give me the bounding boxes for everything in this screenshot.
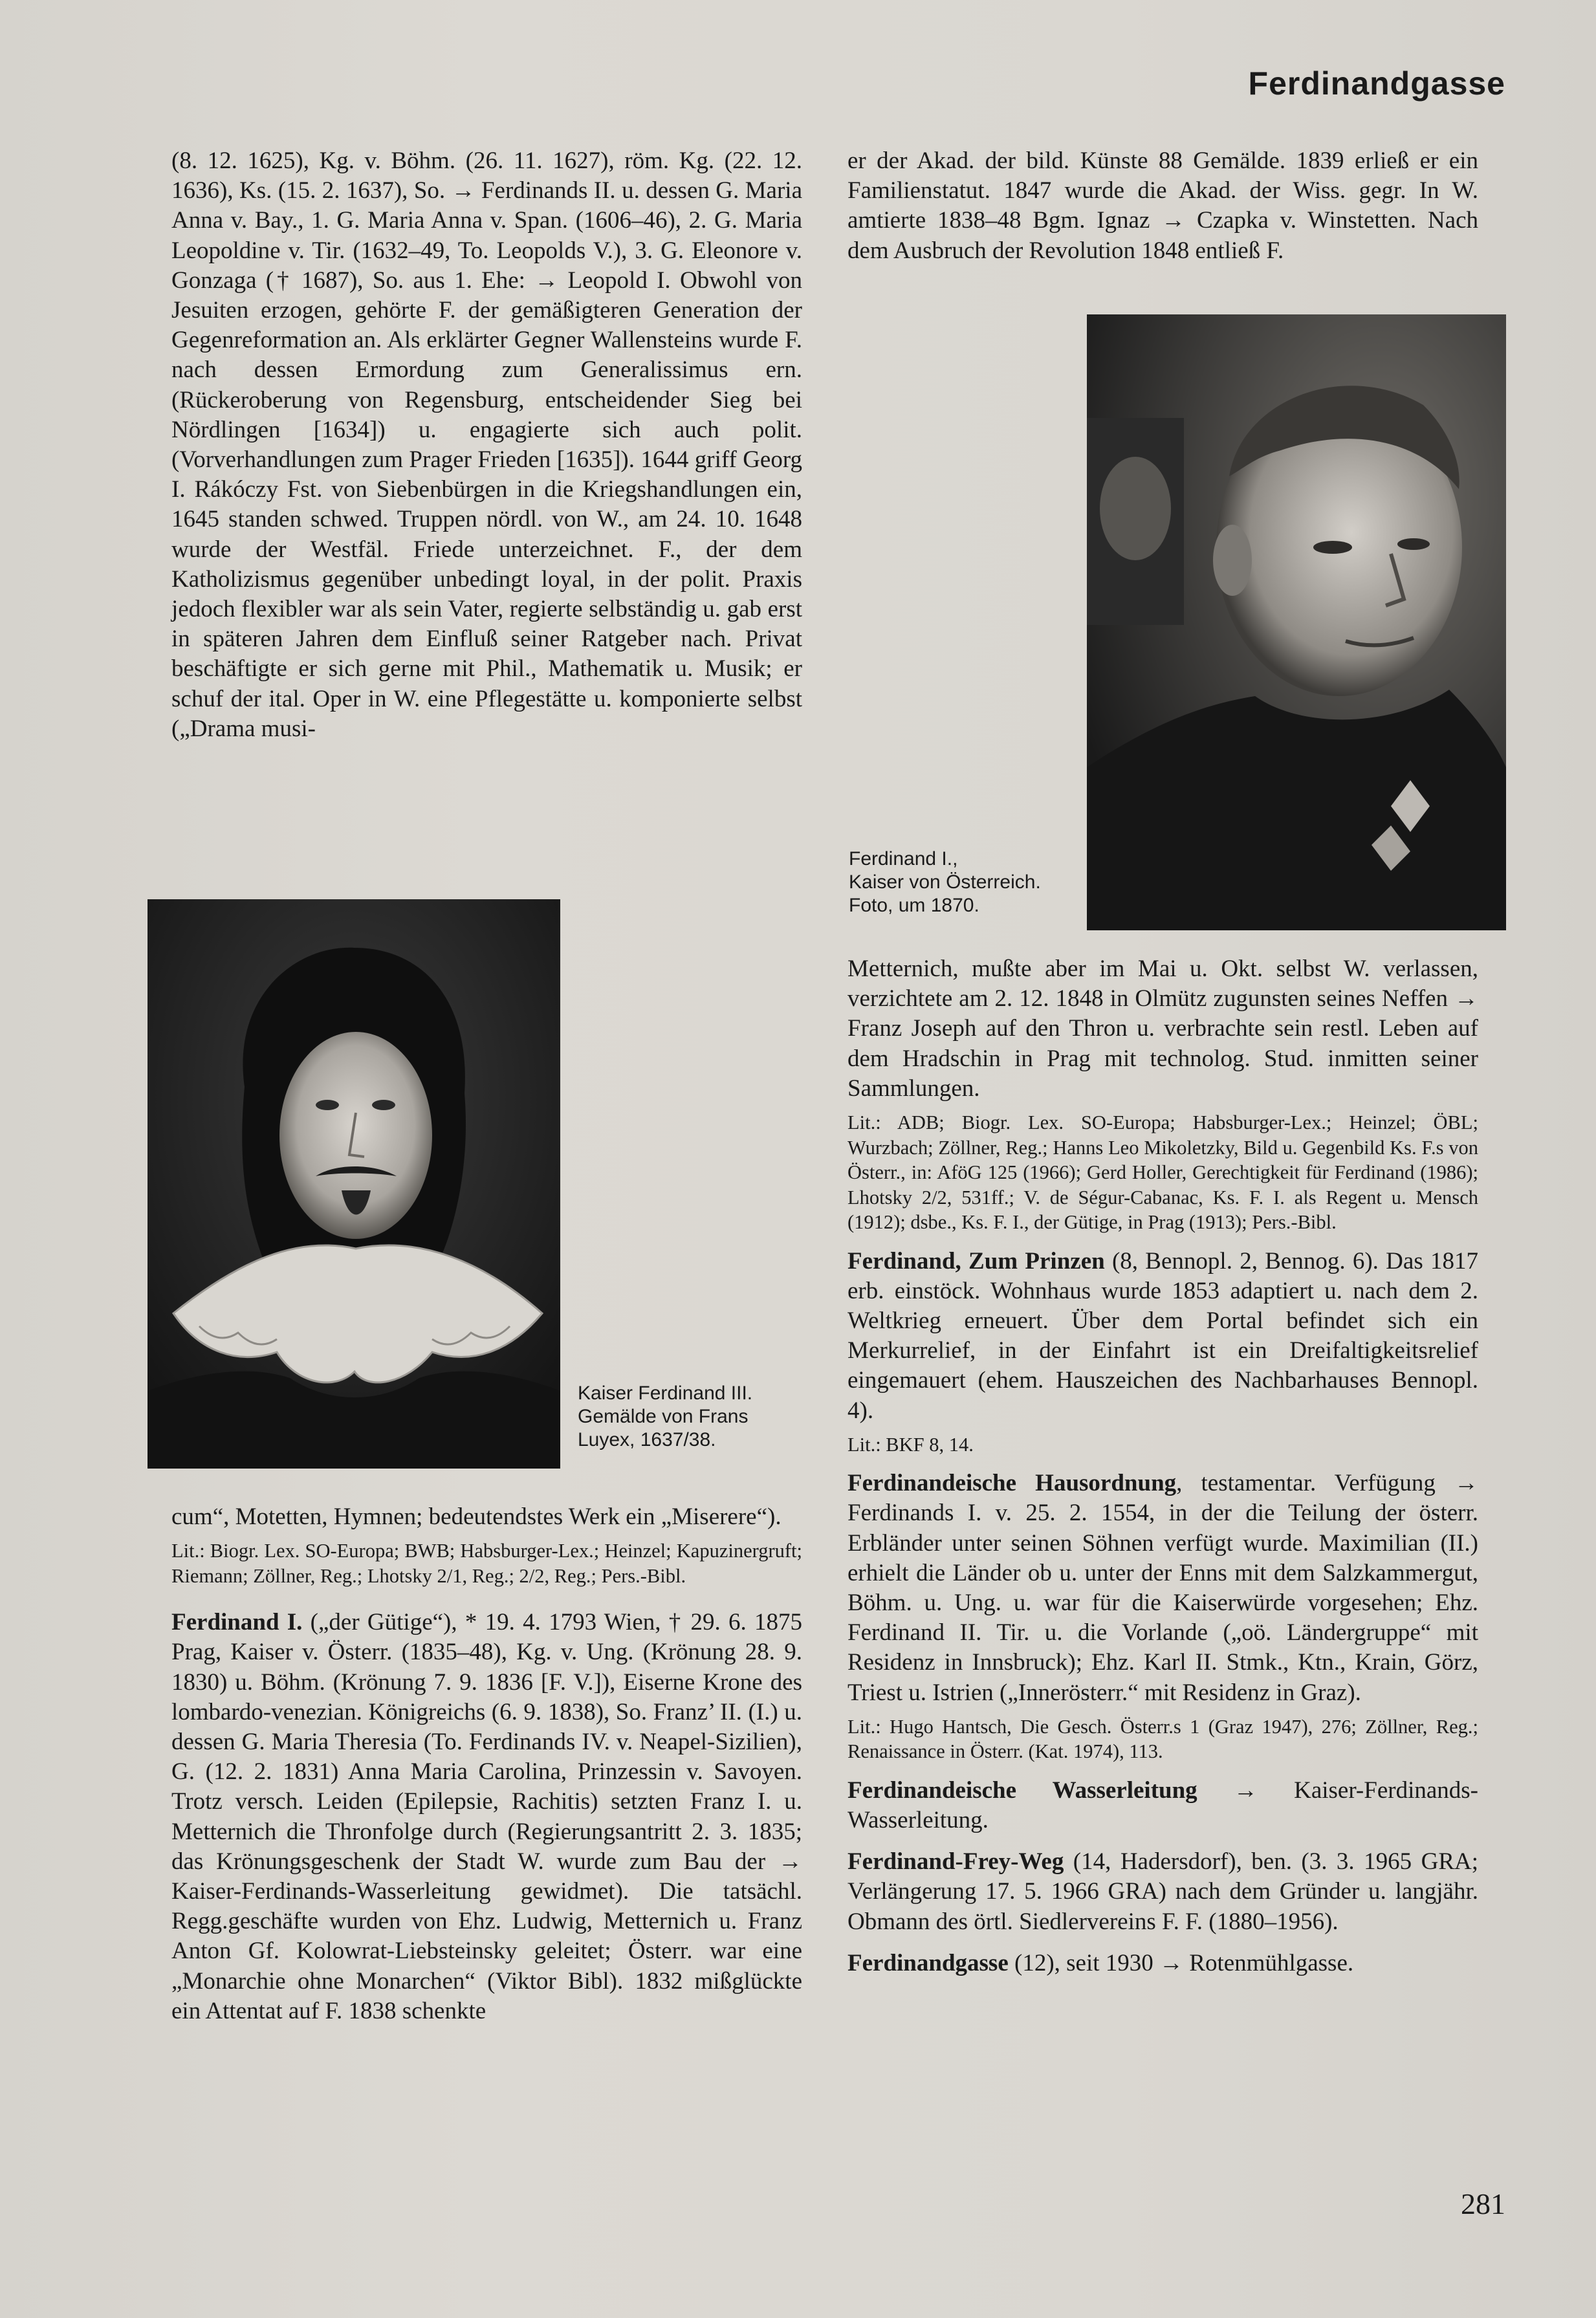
entry-headword: Ferdinand-Frey-Weg [847,1848,1064,1875]
entry-headword: Ferdinandgasse [847,1949,1009,1976]
entry-body: , testamentar. Verfügung → Ferdinands I. v. 25. 2. 1554, in der die Teilung der österr. Erbländer unter seinen Söhnen verfügt wurde. Maximilian (II.) erhielt die Länder ob u. unter der Enns mit dem Salzkammergut, Böhm. u. Ung. u. war für die Kaiserwürde vorgesehen; Ehz. Ferdinand II. Tir. u. die Vorlande („oö. Ländergruppe“ mit Residenz in Innsbruck); Ehz. Karl II. Stmk., Ktn., Krain, Görz, Triest u. Istrien („Innerösterr.“ mit Residenz in Graz). [847,1470,1478,1706]
entry-body: (12), seit 1930 → Rotenmühlgasse. [1008,1949,1354,1976]
ferdinand-iii-continuation: (8. 12. 1625), Kg. v. Böhm. (26. 11. 1627), röm. Kg. (22. 12. 1636), Ks. (15. 2. 1637), So. → Ferdinands II. u. dessen G. Maria Anna v. Bay., 1. G. Maria Anna v. Span. (1606–46), 2. G. Maria Leopoldine v. Tir. (1632–49, To. Leopolds V.), 3. G. Eleonore v. Gonzaga († 1687), So. aus 1. Ehe: → Leopold I. Obwohl von Jesuiten erzogen, gehörte F. der gemäßigteren Generation der Gegenreformation an. Als erklärter Gegner Wallensteins wurde F. nach dessen Ermordung zum Generalissimus ern. (Rückeroberung von Regensburg, entscheidender Sieg bei Nördlingen [1634]) u. engagierte sich auch polit. (Vorverhandlungen zum Prager Frieden [1635]). 1644 griff Georg I. Rákóczy Fst. von Siebenbürgen in die Kriegshandlungen ein, 1645 standen schwed. Truppen nördl. von W., am 24. 10. 1648 wurde der Westfäl. Friede unterzeichnet. F., der dem Katholizismus gegenüber unbedingt loyal, in der polit. Praxis jedoch flexibler war als sein Vater, regierte selbständig u. gab erst in späteren Jahren dem Einfluß seiner Ratgeber nach. Privat beschäftigte er sich gerne mit Phil., Mathematik u. Musik; er schuf der ital. Oper in W. eine Pflegestätte u. komponierte selbst („Drama musi- [171,148,802,742]
caption-line: Ferdinand I., [849,848,958,869]
ferdinand-i-photo-image [1087,314,1506,930]
entry-ferdinandgasse [847,1949,1478,1978]
ferdinand-i-photo [1087,314,1506,930]
ferdinand-iii-caption [578,1382,811,1452]
ferdinand-i-continuation: er der Akad. der bild. Künste 88 Gemälde. 1839 erließ er ein Familienstatut. 1847 wurde die Akad. der Wiss. gegr. In W. amtierte 1838–48 Bgm. Ignaz → Czapka v. Winstetten. Nach dem Ausbruch der Revolution 1848 entließ F. [847,148,1478,264]
running-title: Ferdinandgasse [1248,65,1505,102]
entry-headword: Ferdinand, Zum Prinzen [847,1247,1105,1274]
entry-headword: Ferdinandeische Hausordnung [847,1470,1177,1497]
hausordnung-literature: Lit.: Hugo Hantsch, Die Gesch. Österr.s 1 (Graz 1947), 276; Zöllner, Reg.; Renaissance in Österr. (Kat. 1974), 113. [847,1715,1478,1763]
ferdinand-i-continuation-2: Metternich, mußte aber im Mai u. Okt. selbst W. verlassen, verzichtete am 2. 12. 1848 in Olmütz zugunsten seines Neffen → Franz Joseph auf den Thron u. verbrachte sein restl. Leben auf dem Hradschin in Prag mit technolog. Stud. inmitten seiner Sammlungen. [847,956,1478,1102]
zum-prinzen-literature: Lit.: BKF 8, 14. [847,1433,974,1456]
entry-hausordnung [847,1469,1478,1708]
ferdinand-iii-portrait [148,899,560,1469]
entry-headword: Ferdinand I. [171,1609,303,1636]
entry-body: (8, Bennopl. 2, Bennog. 6). Das 1817 erb. einstöck. Wohnhaus wurde 1853 adaptiert u. nach dem 2. Weltkrieg erneuert. Über dem Portal befindet sich ein Merkurrelief, in der Einfahrt ist ein Dreifaltigkeitsrelief eingemauert (ehem. Hauszeichen des Nachbarhauses Bennopl. 4). [847,1247,1478,1424]
caption-line: Foto, um 1870. [849,895,979,916]
entry-ferdinand-i [171,1608,802,2026]
ferdinand-iii-literature: Lit.: Biogr. Lex. SO-Europa; BWB; Habsburger-Lex.; Heinzel; Kapuzinergruft; Riemann; Zöllner, Reg.; Lhotsky 2/1, Reg.; 2/2, Reg.; Pers.-Bibl. [171,1540,802,1587]
ferdinand-iii-end: cum“, Motetten, Hymnen; bedeutendstes Werk ein „Miserere“). [171,1503,782,1530]
entry-body: („der Gütige“), * 19. 4. 1793 Wien, † 29. 6. 1875 Prag, Kaiser v. Österr. (1835–48), Kg. v. Ung. (Krönung 28. 9. 1830) u. Böhm. (Krönung 7. 9. 1836 [F. V.]), Eiserne Krone des lombardo-venezian. Königreichs (6. 9. 1838), So. Franz’ II. (I.) u. dessen G. Maria Theresia (To. Ferdinands IV. v. Neapel-Sizilien), G. (12. 2. 1831) Anna Maria Carolina, Prinzessin v. Savoyen. Trotz versch. Leiden (Epilepsie, Rachitis) setzten Franz I. u. Metternich die Thronfolge durch (Regierungsantritt 2. 3. 1835; das Krönungsgeschenk der Stadt W. wurde zum Bau der → Kaiser-Ferdinands-Wasserleitung gewidmet). Die tatsächl. Regg.geschäfte wurden von Ehz. Ludwig, Metternich u. Franz Anton Gf. Kolowrat-Liebsteinsky geleitet; Österr. war eine „Monarchie ohne Monarchen“ (Viktor Bibl). 1832 mißglückte ein Attentat auf F. 1838 schenkte [171,1609,802,2024]
ferdinand-i-literature: Lit.: ADB; Biogr. Lex. SO-Europa; Habsburger-Lex.; Heinzel; ÖBL; Wurzbach; Zöllner, Reg.; Hanns Leo Mikoletzky, Bild u. Gegenbild Ks. F.s von Österr., in: AföG 125 (1966); Gerd Holler, Gerechtigkeit für Ferdinand (1986); Lhotsky 2/2, 531ff.; V. de Ségur-Cabanac, Ks. F. I. als Regent u. Mensch (1912); dsbe., Ks. F. I., der Gütige, in Prag (1913); Pers.-Bibl. [847,1111,1478,1234]
entry-wasserleitung [847,1776,1478,1835]
entry-body: (14, Hadersdorf), ben. (3. 3. 1965 GRA; Verlängerung 17. 5. 1966 GRA) nach dem Gründer u. langjähr. Obmann des örtl. Siedlervereins F. F. (1880–1956). [847,1848,1478,1935]
caption-line: Kaiser Ferdinand III. [578,1383,753,1404]
left-column [171,146,802,744]
caption-line: Kaiser von Österreich. [849,871,1041,893]
caption-line: Gemälde von Frans [578,1406,749,1427]
right-column-lower [847,954,1478,1978]
right-column [847,146,1478,266]
caption-line: Luyex, 1637/38. [578,1429,716,1450]
entry-frey-weg [847,1847,1478,1937]
left-column-lower [171,1502,802,2026]
entry-body: → Kaiser-Ferdinands-Wasserleitung. [847,1777,1478,1834]
ferdinand-i-caption [849,847,1082,917]
ferdinand-iii-portrait-image [148,899,560,1469]
page-number: 281 [1461,2187,1505,2220]
entry-zum-prinzen [847,1247,1478,1426]
entry-headword: Ferdinandeische Wasserleitung [847,1777,1197,1804]
